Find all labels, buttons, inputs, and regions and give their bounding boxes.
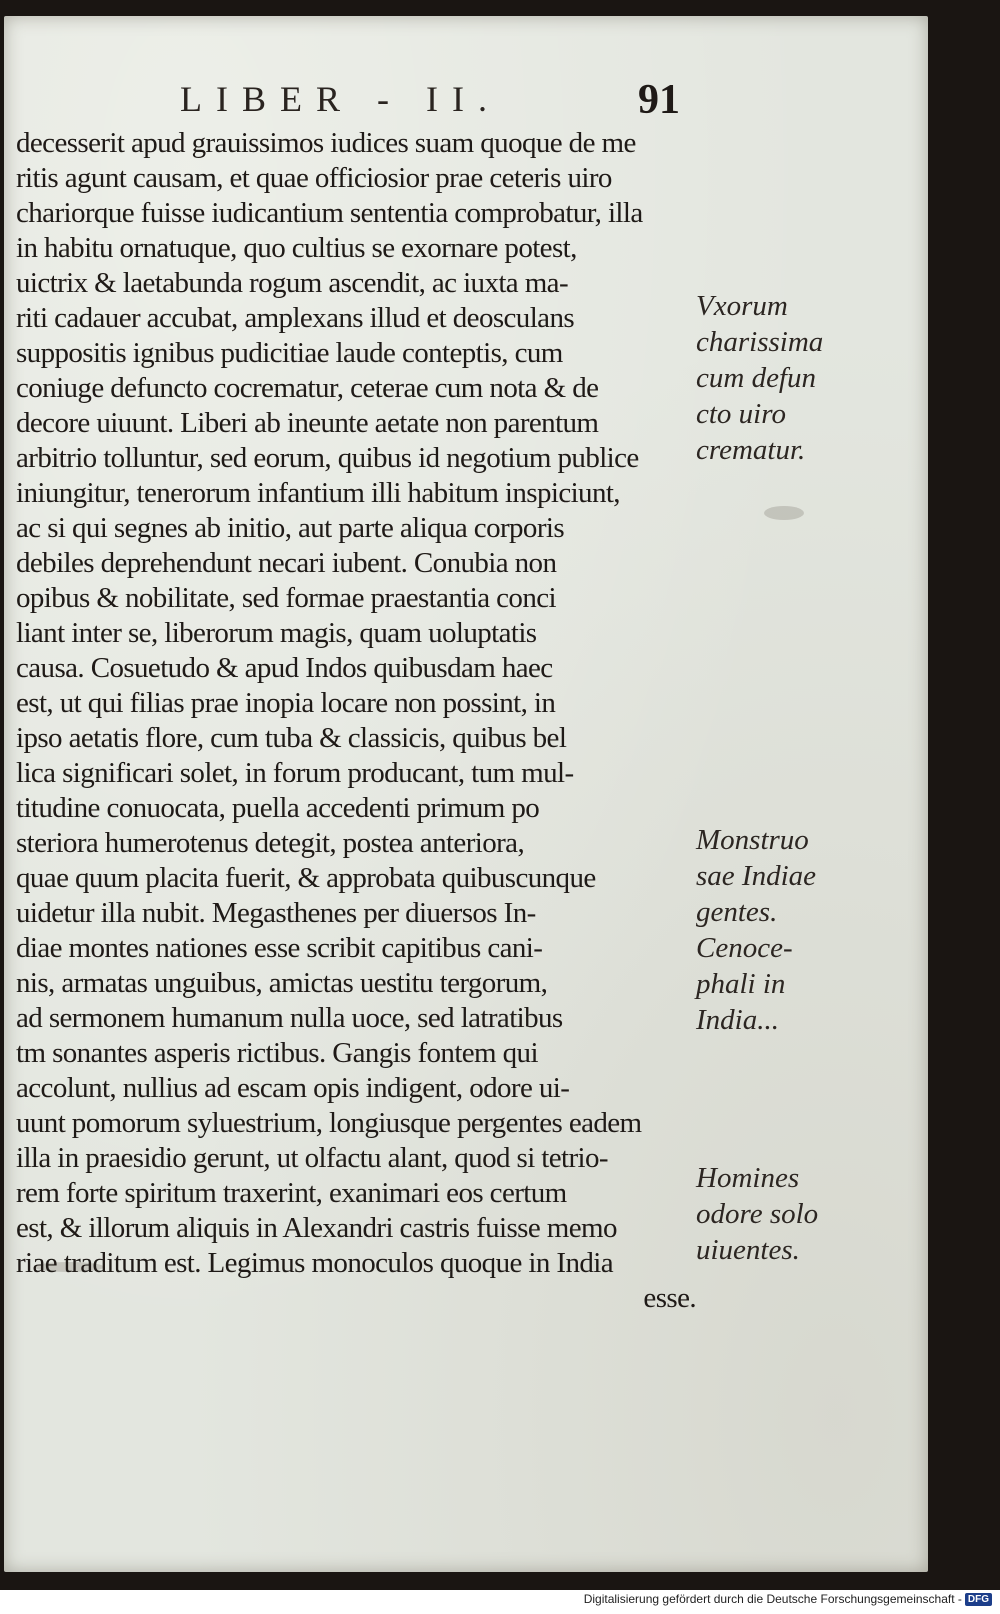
margin-note-line: gentes. xyxy=(696,896,778,928)
margin-note-monstruosae xyxy=(696,822,856,1038)
text-line: in habitu ornatuque, quo cultius se exornare potest, xyxy=(16,232,577,264)
margin-note-line: Cenoce- xyxy=(696,932,793,964)
margin-note-homines xyxy=(696,1160,856,1268)
text-line: accolunt, nullius ad escam opis indigent, odore ui- xyxy=(16,1072,570,1104)
text-line: uidetur illa nubit. Megasthenes per diuersos In- xyxy=(16,897,536,929)
text-line: lica significari solet, in forum producant, tum mul- xyxy=(16,757,574,789)
credit-text: Digitalisierung gefördert durch die Deutsche Forschungsgemeinschaft - xyxy=(583,1592,962,1606)
text-line: est, & illorum aliquis in Alexandri castris fuisse memo xyxy=(16,1212,617,1244)
margin-note-line: odore solo xyxy=(696,1198,819,1230)
page-number: 91 xyxy=(638,77,680,123)
text-line: coniuge defuncto cocrematur, ceterae cum nota & de xyxy=(16,372,599,404)
text-line: riae traditum est. Legimus monoculos quoque in India xyxy=(16,1247,614,1279)
text-line: diae montes nationes esse scribit capitibus cani- xyxy=(16,932,543,964)
margin-note-line: sae Indiae xyxy=(696,860,816,892)
margin-note-line: cum defun xyxy=(696,362,816,394)
margin-note-line: uiuentes. xyxy=(696,1234,800,1266)
text-line: quae quum placita fuerit, & approbata quibuscunque xyxy=(16,862,596,894)
margin-note-line: Vxorum xyxy=(696,290,788,322)
digitization-credit xyxy=(584,1592,992,1606)
margin-note-line: charissima xyxy=(696,326,824,358)
text-line: uunt pomorum syluestrium, longiusque pergentes eadem xyxy=(16,1107,642,1139)
text-line: opibus & nobilitate, sed formae praestantia conci xyxy=(16,582,556,614)
text-line: decesserit apud grauissimos iudices suam quoque de me xyxy=(16,127,636,159)
text-line: nis, armatas unguibus, amictas uestitu tergorum, xyxy=(16,967,548,999)
ink-smudge xyxy=(764,506,804,520)
text-line: steriora humerotenus detegit, postea anteriora, xyxy=(16,827,525,859)
text-line: titudine conuocata, puella accedenti primum po xyxy=(16,792,540,824)
text-line: uictrix & laetabunda rogum ascendit, ac iuxta ma- xyxy=(16,267,569,299)
text-line: liant inter se, liberorum magis, quam uoluptatis xyxy=(16,617,537,649)
text-line: rem forte spiritum traxerint, exanimari eos certum xyxy=(16,1177,567,1209)
dfg-logo: DFG xyxy=(965,1593,992,1606)
margin-note-uxorum xyxy=(696,288,856,468)
text-line: arbitrio tolluntur, sed eorum, quibus id negotium publice xyxy=(16,442,639,474)
margin-note-line: crematur. xyxy=(696,434,806,466)
text-line: ritis agunt causam, et quae officiosior prae ceteris uiro xyxy=(16,162,612,194)
text-line: illa in praesidio gerunt, ut olfactu alant, quod si tetrio- xyxy=(16,1142,608,1174)
text-line: debiles deprehendunt necari iubent. Conubia non xyxy=(16,547,557,579)
text-line: ad sermonem humanum nulla uoce, sed latratibus xyxy=(16,1002,563,1034)
margin-note-line: cto uiro xyxy=(696,398,786,430)
text-line: tm sonantes asperis rictibus. Gangis fontem qui xyxy=(16,1037,538,1069)
text-line: suppositis ignibus pudicitiae laude conteptis, cum xyxy=(16,337,563,369)
margin-note-line: phali in xyxy=(696,968,786,1000)
text-line: chariorque fuisse iudicantium sententia comprobatur, illa xyxy=(16,197,643,229)
running-head: LIBER - II. xyxy=(180,79,501,119)
text-line: causa. Cosuetudo & apud Indos quibusdam haec xyxy=(16,652,553,684)
text-line: est, ut qui filias prae inopia locare non possint, in xyxy=(16,687,556,719)
text-line: riti cadauer accubat, amplexans illud et deosculans xyxy=(16,302,575,334)
text-line: ipso aetatis flore, cum tuba & classicis, quibus bel xyxy=(16,722,567,754)
margin-note-line: India... xyxy=(696,1004,779,1036)
text-line-catchword: esse. xyxy=(643,1282,696,1314)
margin-note-line: Monstruo xyxy=(696,824,809,856)
text-line: ac si qui segnes ab initio, aut parte aliqua corporis xyxy=(16,512,565,544)
main-text-block xyxy=(16,126,696,1316)
text-line: decore uiuunt. Liberi ab ineunte aetate non parentum xyxy=(16,407,599,439)
margin-note-line: Homines xyxy=(696,1162,800,1194)
text-line: iniungitur, tenerorum infantium illi habitum inspiciunt, xyxy=(16,477,620,509)
